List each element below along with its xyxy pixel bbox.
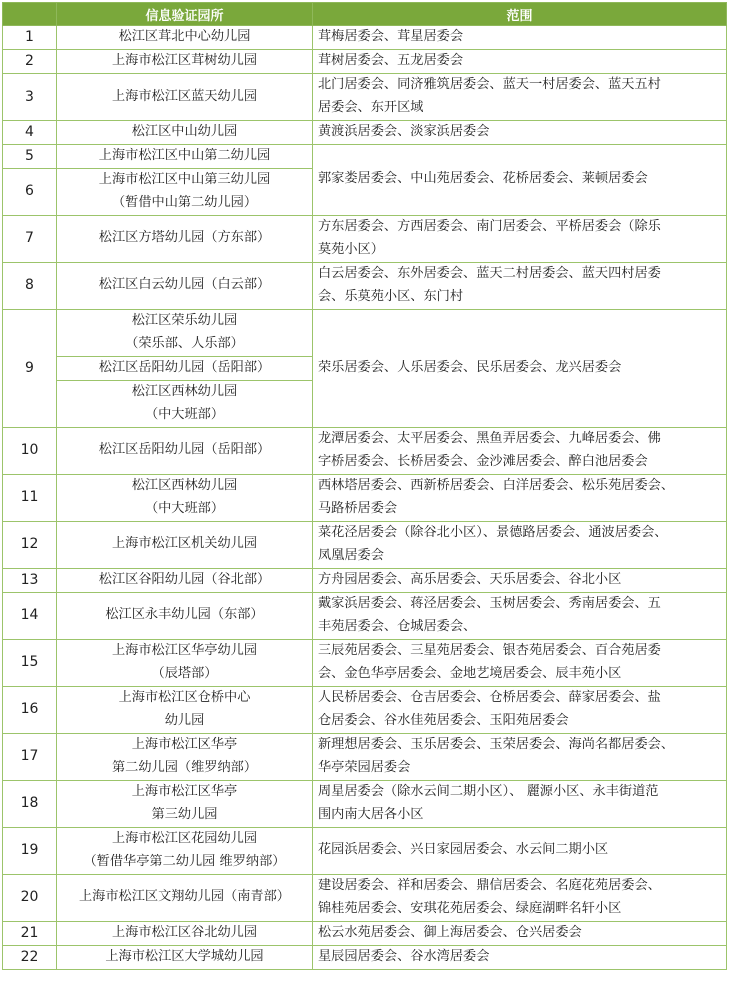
enrollment-range: 郭家娄居委会、中山苑居委会、花桥居委会、莱顿居委会 [313,145,727,216]
table-row [3,921,727,945]
kindergarten-name: 上海市松江区花园幼儿园 （暂借华亭第二幼儿园 维罗纳部） [57,827,313,874]
table-row [3,427,727,474]
kindergarten-name: 松江区方塔幼儿园（方东部） [57,215,313,262]
table-row [3,74,727,121]
row-number: 5 [3,145,57,169]
row-number: 20 [3,874,57,921]
table-row [3,686,727,733]
header-kindergarten: 信息验证园所 [57,3,313,26]
enrollment-range: 方舟园居委会、高乐居委会、天乐居委会、谷北小区 [313,568,727,592]
enrollment-range: 戴家浜居委会、蒋泾居委会、玉树居委会、秀南居委会、五 丰苑居委会、仓城居委会、 [313,592,727,639]
table-row [3,121,727,145]
kindergarten-name: 上海市松江区机关幼儿园 [57,521,313,568]
kindergarten-name: 松江区白云幼儿园（白云部） [57,262,313,309]
kindergarten-name: 松江区西林幼儿园 （中大班部） [57,474,313,521]
table-row [3,639,727,686]
table-row [3,215,727,262]
enrollment-range: 周星居委会（除水云间二期小区）、 麗源小区、永丰街道范 围内南大居各小区 [313,780,727,827]
enrollment-range: 建设居委会、祥和居委会、鼎信居委会、名庭花苑居委会、 锦桂苑居委会、安琪花苑居委会、绿庭湖畔名轩小区 [313,874,727,921]
enrollment-range: 三辰苑居委会、三星苑居委会、银杏苑居委会、百合苑居委 会、金色华亭居委会、金地艺境居委会、辰丰苑小区 [313,639,727,686]
enrollment-range: 西林塔居委会、西新桥居委会、白洋居委会、松乐苑居委会、 马路桥居委会 [313,474,727,521]
table-row [3,309,727,356]
kindergarten-name: 松江区西林幼儿园 （中大班部） [57,380,313,427]
enrollment-range: 龙潭居委会、太平居委会、黑鱼弄居委会、九峰居委会、佛 字桥居委会、长桥居委会、金沙滩居委会、醉白池居委会 [313,427,727,474]
row-number: 3 [3,74,57,121]
row-number: 17 [3,733,57,780]
header-number [3,3,57,26]
enrollment-range: 方东居委会、方西居委会、南门居委会、平桥居委会（除乐 莫苑小区） [313,215,727,262]
row-number: 15 [3,639,57,686]
row-number: 16 [3,686,57,733]
kindergarten-name: 上海市松江区茸树幼儿园 [57,50,313,74]
row-number: 14 [3,592,57,639]
row-number: 21 [3,921,57,945]
row-number: 11 [3,474,57,521]
table-row [3,780,727,827]
row-number: 1 [3,26,57,50]
kindergarten-name: 上海市松江区中山第三幼儿园 （暂借中山第二幼儿园） [57,169,313,216]
row-number: 6 [3,169,57,216]
kindergarten-name: 松江区永丰幼儿园（东部） [57,592,313,639]
enrollment-range: 茸梅居委会、茸星居委会 [313,26,727,50]
header-range: 范围 [313,3,727,26]
school-district-table [2,2,727,970]
enrollment-range: 茸树居委会、五龙居委会 [313,50,727,74]
table-row [3,474,727,521]
table-header-row [3,3,727,26]
enrollment-range: 菜花泾居委会（除谷北小区）、景德路居委会、通波居委会、 凤凰居委会 [313,521,727,568]
kindergarten-name: 上海市松江区谷北幼儿园 [57,921,313,945]
row-number: 7 [3,215,57,262]
row-number: 2 [3,50,57,74]
row-number: 19 [3,827,57,874]
enrollment-range: 星辰园居委会、谷水湾居委会 [313,945,727,969]
row-number: 13 [3,568,57,592]
enrollment-range: 黄渡浜居委会、淡家浜居委会 [313,121,727,145]
kindergarten-name: 上海市松江区华亭 第三幼儿园 [57,780,313,827]
table-row [3,568,727,592]
row-number: 4 [3,121,57,145]
kindergarten-name: 上海市松江区中山第二幼儿园 [57,145,313,169]
table-row [3,262,727,309]
table-row [3,50,727,74]
kindergarten-name: 松江区谷阳幼儿园（谷北部） [57,568,313,592]
kindergarten-name: 上海市松江区华亭 第二幼儿园（维罗纳部） [57,733,313,780]
row-number: 10 [3,427,57,474]
kindergarten-name: 松江区岳阳幼儿园（岳阳部） [57,356,313,380]
kindergarten-name: 松江区中山幼儿园 [57,121,313,145]
kindergarten-name: 上海市松江区大学城幼儿园 [57,945,313,969]
row-number: 22 [3,945,57,969]
row-number: 12 [3,521,57,568]
table-row [3,733,727,780]
enrollment-range: 北门居委会、同济雅筑居委会、蓝天一村居委会、蓝天五村 居委会、东开区域 [313,74,727,121]
kindergarten-name: 松江区岳阳幼儿园（岳阳部） [57,427,313,474]
enrollment-range: 人民桥居委会、仓吉居委会、仓桥居委会、薛家居委会、盐 仓居委会、谷水佳苑居委会、玉阳苑居委会 [313,686,727,733]
enrollment-range: 白云居委会、东外居委会、蓝天二村居委会、蓝天四村居委 会、乐莫苑小区、东门村 [313,262,727,309]
kindergarten-name: 上海市松江区华亭幼儿园 （辰塔部） [57,639,313,686]
kindergarten-name: 上海市松江区文翔幼儿园（南青部） [57,874,313,921]
enrollment-range: 荣乐居委会、人乐居委会、民乐居委会、龙兴居委会 [313,309,727,427]
table-row [3,827,727,874]
kindergarten-name: 上海市松江区仓桥中心 幼儿园 [57,686,313,733]
row-number: 8 [3,262,57,309]
table-row [3,592,727,639]
school-district-table-container [2,2,726,970]
row-number: 18 [3,780,57,827]
table-row [3,145,727,169]
row-number: 9 [3,309,57,427]
table-row [3,945,727,969]
kindergarten-name: 上海市松江区蓝天幼儿园 [57,74,313,121]
table-row [3,26,727,50]
table-row [3,874,727,921]
enrollment-range: 花园浜居委会、兴日家园居委会、水云间二期小区 [313,827,727,874]
enrollment-range: 松云水苑居委会、御上海居委会、仓兴居委会 [313,921,727,945]
enrollment-range: 新理想居委会、玉乐居委会、玉荣居委会、海尚名都居委会、 华亭荣园居委会 [313,733,727,780]
kindergarten-name: 松江区荣乐幼儿园 （荣乐部、人乐部） [57,309,313,356]
kindergarten-name: 松江区茸北中心幼儿园 [57,26,313,50]
table-row [3,521,727,568]
